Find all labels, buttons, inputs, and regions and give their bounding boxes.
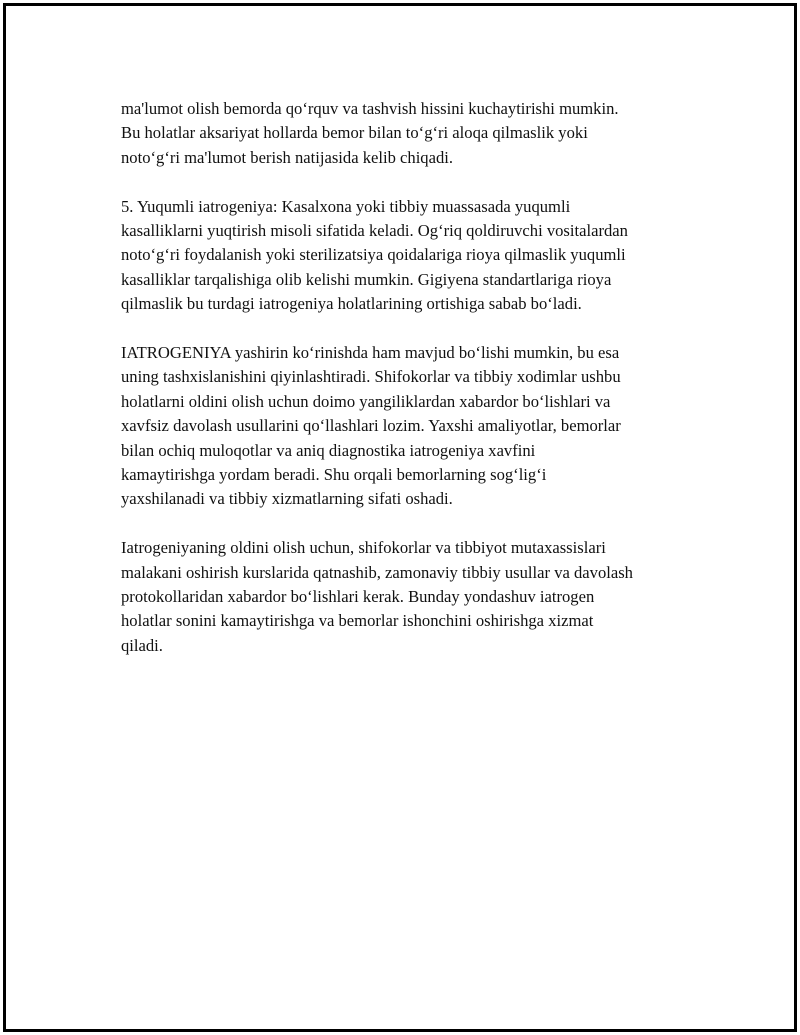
text-line: uning tashxislanishini qiyinlashtiradi. Shifokorlar va tibbiy xodimlar ushbu bbox=[121, 367, 621, 387]
text-line: bilan ochiq muloqotlar va aniq diagnostika iatrogeniya xavfini bbox=[121, 440, 536, 460]
text-line: qiladi. bbox=[121, 635, 163, 655]
paragraph-prevention bbox=[121, 536, 696, 658]
paragraph-hidden-iatrogeny bbox=[121, 341, 696, 512]
text-line: kasalliklar tarqalishiga olib kelishi mumkin. Gigiyena standartlariga rioya bbox=[121, 269, 612, 289]
text-line: Bu holatlar aksariyat hollarda bemor bilan to‘g‘ri aloqa qilmaslik yoki bbox=[121, 123, 588, 143]
text-line: qilmaslik bu turdagi iatrogeniya holatlarining ortishiga sabab bo‘ladi. bbox=[121, 294, 582, 314]
text-line: holatlarni oldini olish uchun doimo yangiliklardan xabardor bo‘lishlari va bbox=[121, 391, 611, 411]
paragraph-consequences bbox=[121, 97, 696, 170]
paragraph-infectious-iatrogeny bbox=[121, 195, 696, 317]
text-line: kamaytirishga yordam beradi. Shu orqali bemorlarning sog‘lig‘i bbox=[121, 465, 547, 485]
text-line: malakani oshirish kurslarida qatnashib, zamonaviy tibbiy usullar va davolash bbox=[121, 562, 633, 582]
text-line: holatlar sonini kamaytirishga va bemorlar ishonchini oshirishga xizmat bbox=[121, 611, 594, 631]
text-line: IATROGENIYA yashirin ko‘rinishda ham mavjud bo‘lishi mumkin, bu esa bbox=[121, 343, 620, 363]
text-line: kasalliklarni yuqtirish misoli sifatida keladi. Og‘riq qoldiruvchi vositalardan bbox=[121, 221, 628, 241]
page-border bbox=[3, 3, 797, 1032]
text-line: ma'lumot olish bemorda qo‘rquv va tashvish hissini kuchaytirishi mumkin. bbox=[121, 99, 619, 118]
text-line: Iatrogeniyaning oldini olish uchun, shifokorlar va tibbiyot mutaxassislari bbox=[121, 538, 606, 558]
text-line: yaxshilanadi va tibbiy xizmatlarning sifati oshadi. bbox=[121, 489, 453, 509]
text-line: 5. Yuqumli iatrogeniya: Kasalxona yoki tibbiy muassasada yuqumli bbox=[121, 196, 571, 216]
text-line: protokollaridan xabardor bo‘lishlari kerak. Bunday yondashuv iatrogen bbox=[121, 587, 595, 607]
text-line: noto‘g‘ri foydalanish yoki sterilizatsiya qoidalariga rioya qilmaslik yuqumli bbox=[121, 245, 626, 265]
text-line: noto‘g‘ri ma'lumot berish natijasida kelib chiqadi. bbox=[121, 147, 454, 167]
text-line: xavfsiz davolash usullarini qo‘llashlari lozim. Yaxshi amaliyotlar, bemorlar bbox=[121, 416, 621, 436]
document-body bbox=[121, 97, 696, 683]
